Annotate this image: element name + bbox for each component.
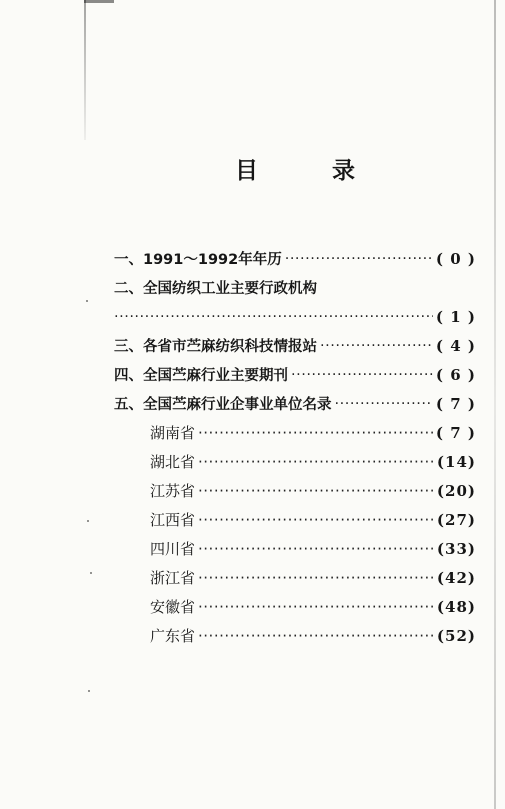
toc-subentry-label: 湖北省 xyxy=(150,453,196,471)
leader-dots xyxy=(198,540,434,558)
toc-subentry-page: (52) xyxy=(436,626,476,645)
page-title xyxy=(235,152,355,185)
toc-subentry-label: 江苏省 xyxy=(150,482,196,500)
leader-dots xyxy=(198,482,434,500)
toc-entry-page: ( 6 ) xyxy=(435,365,476,384)
toc-subentry-label: 湖南省 xyxy=(150,424,196,442)
leader-dots xyxy=(285,251,433,267)
leader-dots xyxy=(198,453,434,471)
toc-entry-page: ( 0 ) xyxy=(435,249,476,268)
scan-edge-top xyxy=(84,0,114,3)
scan-edge-right xyxy=(494,0,496,809)
toc-entry xyxy=(114,331,476,360)
toc-subentry-label: 浙江省 xyxy=(150,569,196,587)
leader-dots xyxy=(198,627,434,645)
scan-speck xyxy=(87,520,89,522)
toc-subentry-page: ( 7 ) xyxy=(435,423,476,442)
scan-speck xyxy=(90,572,92,574)
toc-subentry xyxy=(114,563,476,592)
toc-subentry xyxy=(114,621,476,650)
toc-subentry-page: (14) xyxy=(436,452,476,471)
table-of-contents xyxy=(114,244,476,650)
toc-entry-label: 四、全国苎麻行业主要期刊 xyxy=(114,368,288,384)
leader-dots xyxy=(335,396,433,412)
leader-dots xyxy=(198,511,434,529)
toc-subentry xyxy=(114,447,476,476)
leader-dots xyxy=(291,367,433,383)
toc-entry xyxy=(114,389,476,418)
toc-subentry-page: (20) xyxy=(436,481,476,500)
toc-entry-label: 二、全国纺织工业主要行政机构 xyxy=(114,281,317,297)
toc-subentry-label: 四川省 xyxy=(150,540,196,558)
toc-subentry-label: 安徽省 xyxy=(150,598,196,616)
toc-entry-label: 五、全国苎麻行业企事业单位名录 xyxy=(114,397,332,413)
toc-entry-page: ( 4 ) xyxy=(435,336,476,355)
toc-subentry xyxy=(114,592,476,621)
toc-entry xyxy=(114,360,476,389)
title-char-2: 录 xyxy=(332,158,355,184)
title-char-1: 目 xyxy=(235,158,258,184)
scan-speck xyxy=(86,300,88,302)
leader-dots xyxy=(114,309,433,325)
toc-subentry xyxy=(114,534,476,563)
toc-subentry xyxy=(114,476,476,505)
toc-subentry-label: 广东省 xyxy=(150,627,196,645)
toc-subentry xyxy=(114,505,476,534)
toc-entry-label: 一、1991～1992年年历 xyxy=(114,252,282,268)
toc-subentry-page: (33) xyxy=(436,539,476,558)
toc-entry-page: ( 7 ) xyxy=(435,394,476,413)
leader-dots xyxy=(198,598,434,616)
leader-dots xyxy=(198,424,433,442)
scan-speck xyxy=(88,690,90,692)
toc-entry xyxy=(114,273,476,302)
toc-entry-label: 三、各省市苎麻纺织科技情报站 xyxy=(114,339,317,355)
toc-subentry-label: 江西省 xyxy=(150,511,196,529)
toc-entry-continuation xyxy=(114,302,476,331)
leader-dots xyxy=(198,569,434,587)
leader-dots xyxy=(320,338,433,354)
scan-edge-left xyxy=(84,0,86,140)
toc-subentry-page: (27) xyxy=(436,510,476,529)
toc-subentry xyxy=(114,418,476,447)
toc-entry xyxy=(114,244,476,273)
toc-subentry-page: (48) xyxy=(436,597,476,616)
toc-subentry-page: (42) xyxy=(436,568,476,587)
toc-entry-page: ( 1 ) xyxy=(435,307,476,326)
